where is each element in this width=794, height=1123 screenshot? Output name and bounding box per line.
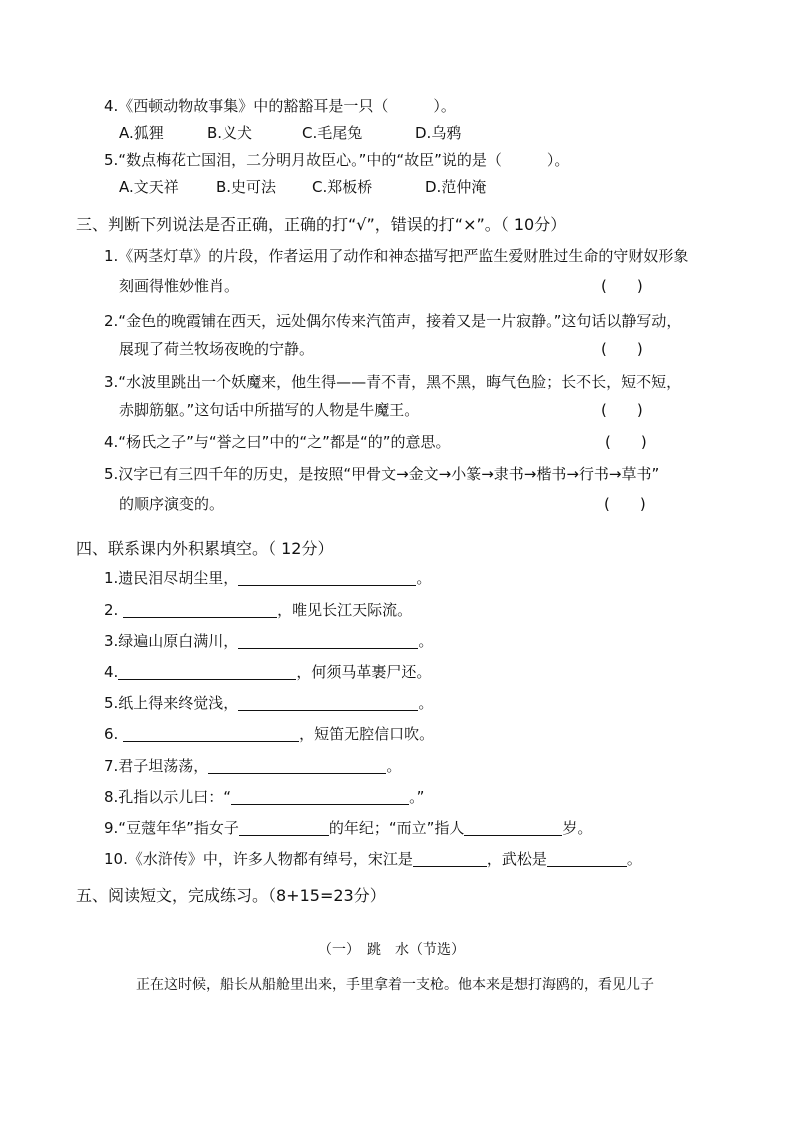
judge-item-2-line2: 展现了荷兰牧场夜晚的宁静。	[119, 340, 315, 358]
question-5: 5.“数点梅花亡国泪，二分明月故臣心。”中的“故臣”说的是（ ）。	[104, 151, 570, 169]
fill-item-10: 10.《水浒传》中，许多人物都有绰号，宋江是 ，武松是 。	[104, 850, 642, 868]
q5-option-d: D.范仲淹	[425, 178, 487, 196]
q5-option-b: B.史可法	[216, 178, 277, 196]
fill-blank-5[interactable]	[238, 694, 418, 711]
fill-item-3: 3.绿遍山原白满川， 。	[104, 632, 434, 650]
fill-blank-3[interactable]	[238, 632, 418, 649]
judge-item-5-answer: ( )	[604, 495, 646, 513]
fill-blank-7[interactable]	[208, 757, 386, 774]
fill-blank-8[interactable]	[231, 788, 409, 805]
q4-option-a: A.狐狸	[119, 124, 164, 142]
judge-item-4-answer: ( )	[605, 433, 647, 451]
passage-title: （一） 跳 水（节选）	[318, 942, 465, 958]
judge-item-2-answer: ( )	[601, 340, 643, 358]
fill-item-8: 8.孔指以示儿曰：“ 。”	[104, 788, 425, 806]
section-5-heading: 五、阅读短文，完成练习。（8+15=23分）	[76, 886, 386, 905]
fill-item-9: 9.“豆蔻年华”指女子 的年纪；“而立”指人 岁。	[104, 819, 593, 837]
q4-option-c: C.毛尾兔	[302, 124, 363, 142]
fill-blank-9b[interactable]	[464, 819, 562, 836]
judge-item-2-line1: 2.“金色的晚霞铺在西天，远处偶尔传来汽笛声，接着又是一片寂静。”这句话以静写动，	[104, 312, 682, 330]
fill-blank-6[interactable]	[123, 725, 299, 742]
judge-item-1-line2: 刻画得惟妙惟肖。	[119, 277, 240, 295]
judge-item-1-answer: ( )	[601, 277, 643, 295]
judge-item-4-line1: 4.“杨氏之子”与“誉之曰”中的“之”都是“的”的意思。	[104, 433, 451, 451]
fill-item-1: 1.遗民泪尽胡尘里， 。	[104, 569, 432, 587]
q4-option-b: B.义犬	[207, 124, 253, 142]
judge-item-3-line2: 赤脚筋躯。”这句话中所描写的人物是牛魔王。	[119, 401, 420, 419]
question-4: 4.《西顿动物故事集》中的豁豁耳是一只（ ）。	[104, 97, 456, 115]
section-3-heading: 三、判断下列说法是否正确，正确的打“√”，错误的打“×”。（ 10分）	[76, 215, 567, 234]
fill-blank-10a[interactable]	[413, 850, 487, 867]
fill-item-4: 4. ，何须马革裹尸还。	[104, 663, 432, 681]
judge-item-5-line2: 的顺序演变的。	[119, 495, 225, 513]
fill-item-6: 6. ，短笛无腔信口吹。	[104, 725, 435, 743]
judge-item-3-line1: 3.“水波里跳出一个妖魔来，他生得——青不青，黑不黑，晦气色脸；长不长，短不短，	[104, 373, 682, 391]
fill-item-5: 5.纸上得来终觉浅， 。	[104, 694, 434, 712]
fill-item-7: 7.君子坦荡荡， 。	[104, 757, 402, 775]
q5-option-c: C.郑板桥	[312, 178, 373, 196]
fill-blank-4[interactable]	[118, 663, 296, 680]
fill-blank-1[interactable]	[238, 569, 416, 586]
fill-blank-9a[interactable]	[239, 819, 329, 836]
section-4-heading: 四、联系课内外积累填空。（ 12分）	[76, 539, 334, 558]
q5-option-a: A.文天祥	[119, 178, 179, 196]
judge-item-5-line1: 5.汉字已有三四千年的历史，是按照“甲骨文→金文→小篆→隶书→楷书→行书→草书”	[104, 465, 660, 483]
fill-item-2: 2. ，唯见长江天际流。	[104, 601, 413, 619]
passage-line-1: 正在这时候，船长从船舱里出来，手里拿着一支枪。他本来是想打海鸥的，看见儿子	[136, 977, 654, 993]
fill-blank-10b[interactable]	[547, 850, 627, 867]
judge-item-1-line1: 1.《两茎灯草》的片段，作者运用了动作和神态描写把严监生爱财胜过生命的守财奴形象	[104, 247, 689, 265]
judge-item-3-answer: ( )	[601, 401, 643, 419]
q4-option-d: D.乌鸦	[415, 124, 462, 142]
fill-blank-2[interactable]	[123, 601, 277, 618]
